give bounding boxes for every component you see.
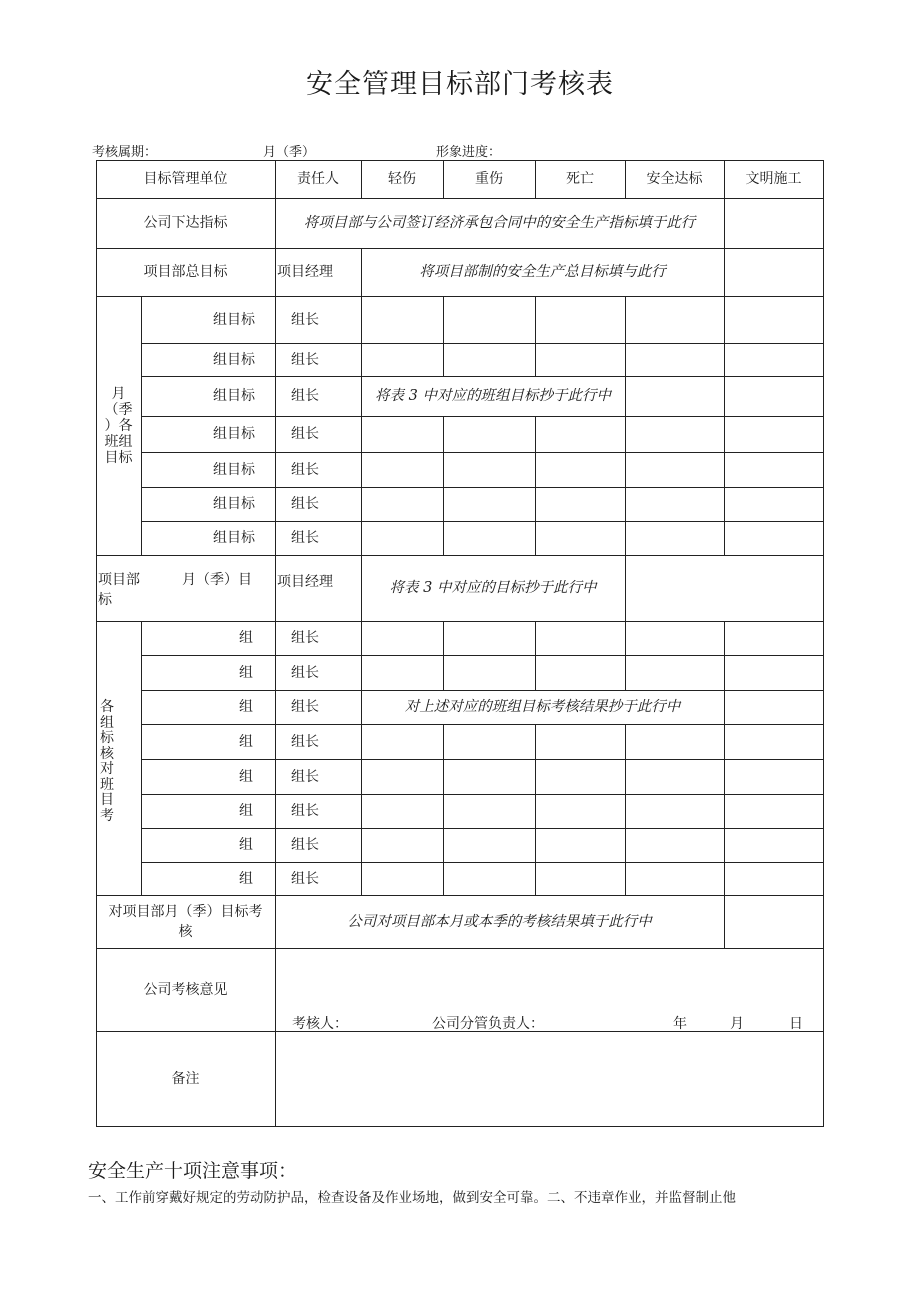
team-target-leader: 组长 [291,311,319,328]
team-target-leader: 组长 [291,426,319,442]
team-assessment-leader: 组长 [291,768,319,785]
team-target-leader: 组长 [291,351,319,368]
company-target-note: 将项目部与公司签订经济承包合同中的安全生产指标填于此行 [303,215,696,231]
company-target-label: 公司下达指标 [143,215,228,231]
team-target-row-label: 组目标 [213,530,255,546]
header-person: 责任人 [297,171,339,187]
team-assessment-row-label: 组 [239,733,253,750]
manager-label: 公司分管负责人： [432,1016,544,1032]
team-assessment-leader: 组长 [291,870,319,887]
remarks-label: 备注 [171,1070,200,1087]
team-target-row-label: 组目标 [213,496,255,512]
team-target-row-label: 组目标 [213,388,255,404]
team-target-row-label: 组目标 [213,311,255,328]
period-label: 考核属期： [92,145,158,160]
company-opinion-label: 公司考核意见 [143,981,228,998]
team-target-leader: 组长 [291,530,319,546]
team-assessment-leader: 组长 [291,664,319,681]
team-targets-note: 将表 3 中对应的班组目标抄于此行中 [375,388,611,404]
page-title: 安全管理目标部门考核表 [306,69,614,100]
project-assessment-label: 对项目部月（季）目标考 核 [108,903,263,940]
project-total-label: 项目部总目标 [143,264,228,280]
team-assessment-side-label: 各 组 标 核 对 班 目 考 [100,699,114,824]
day-label: 日 [789,1016,803,1032]
team-assessment-row-label: 组 [239,768,253,785]
project-period-person: 项目经理 [277,574,333,590]
team-assessment-leader: 组长 [291,803,319,819]
team-target-leader: 组长 [291,496,319,512]
header-death: 死亡 [566,171,594,187]
team-assessment-row-label: 组 [239,699,253,715]
team-assessment-leader: 组长 [291,837,319,853]
team-assessment-leader: 组长 [291,630,319,646]
progress-label: 形象进度： [436,145,502,160]
team-assessment-leader: 组长 [291,699,319,715]
project-total-person: 项目经理 [277,264,333,280]
team-assessment-row-label: 组 [239,630,253,646]
header-civilized-construction: 文明施工 [745,171,802,187]
team-targets-side-label: 月 （季 ）各 班组 目标 [104,385,133,466]
project-assessment-note: 公司对项目部本月或本季的考核结果填于此行中 [347,913,652,930]
team-assessment-note: 对上述对应的班组目标考核结果抄于此行中 [404,699,681,715]
team-target-row-label: 组目标 [213,426,255,442]
team-assessment-row-label: 组 [239,870,253,887]
month-label: 月 [730,1016,744,1032]
team-target-row-label: 组目标 [213,351,255,368]
year-label: 年 [673,1016,687,1032]
project-total-note: 将项目部制的安全生产总目标填与此行 [419,264,666,280]
notes-text: 一、工作前穿戴好规定的劳动防护品，检查设备及作业场地，做到安全可靠。二、不违章作业，并监督制止他 [88,1190,736,1206]
header-serious-injury: 重伤 [475,171,503,187]
assessor-label: 考核人： [292,1016,348,1032]
team-target-leader: 组长 [291,388,319,404]
header-unit: 目标管理单位 [143,171,228,187]
header-safety-standard: 安全达标 [646,171,703,187]
team-assessment-row-label: 组 [239,803,253,819]
period-unit: 月（季） [263,145,316,160]
header-minor-injury: 轻伤 [388,171,416,187]
notes-heading: 安全生产十项注意事项： [88,1160,298,1182]
project-period-label: 项目部 月（季）目 标 [98,572,252,608]
team-target-row-label: 组目标 [213,461,255,478]
team-assessment-row-label: 组 [239,837,253,853]
team-assessment-row-label: 组 [239,664,253,681]
project-period-note: 将表 3 中对应的目标抄于此行中 [389,580,597,596]
team-assessment-leader: 组长 [291,733,319,750]
team-target-leader: 组长 [291,461,319,478]
remarks-field[interactable] [276,1032,822,1125]
